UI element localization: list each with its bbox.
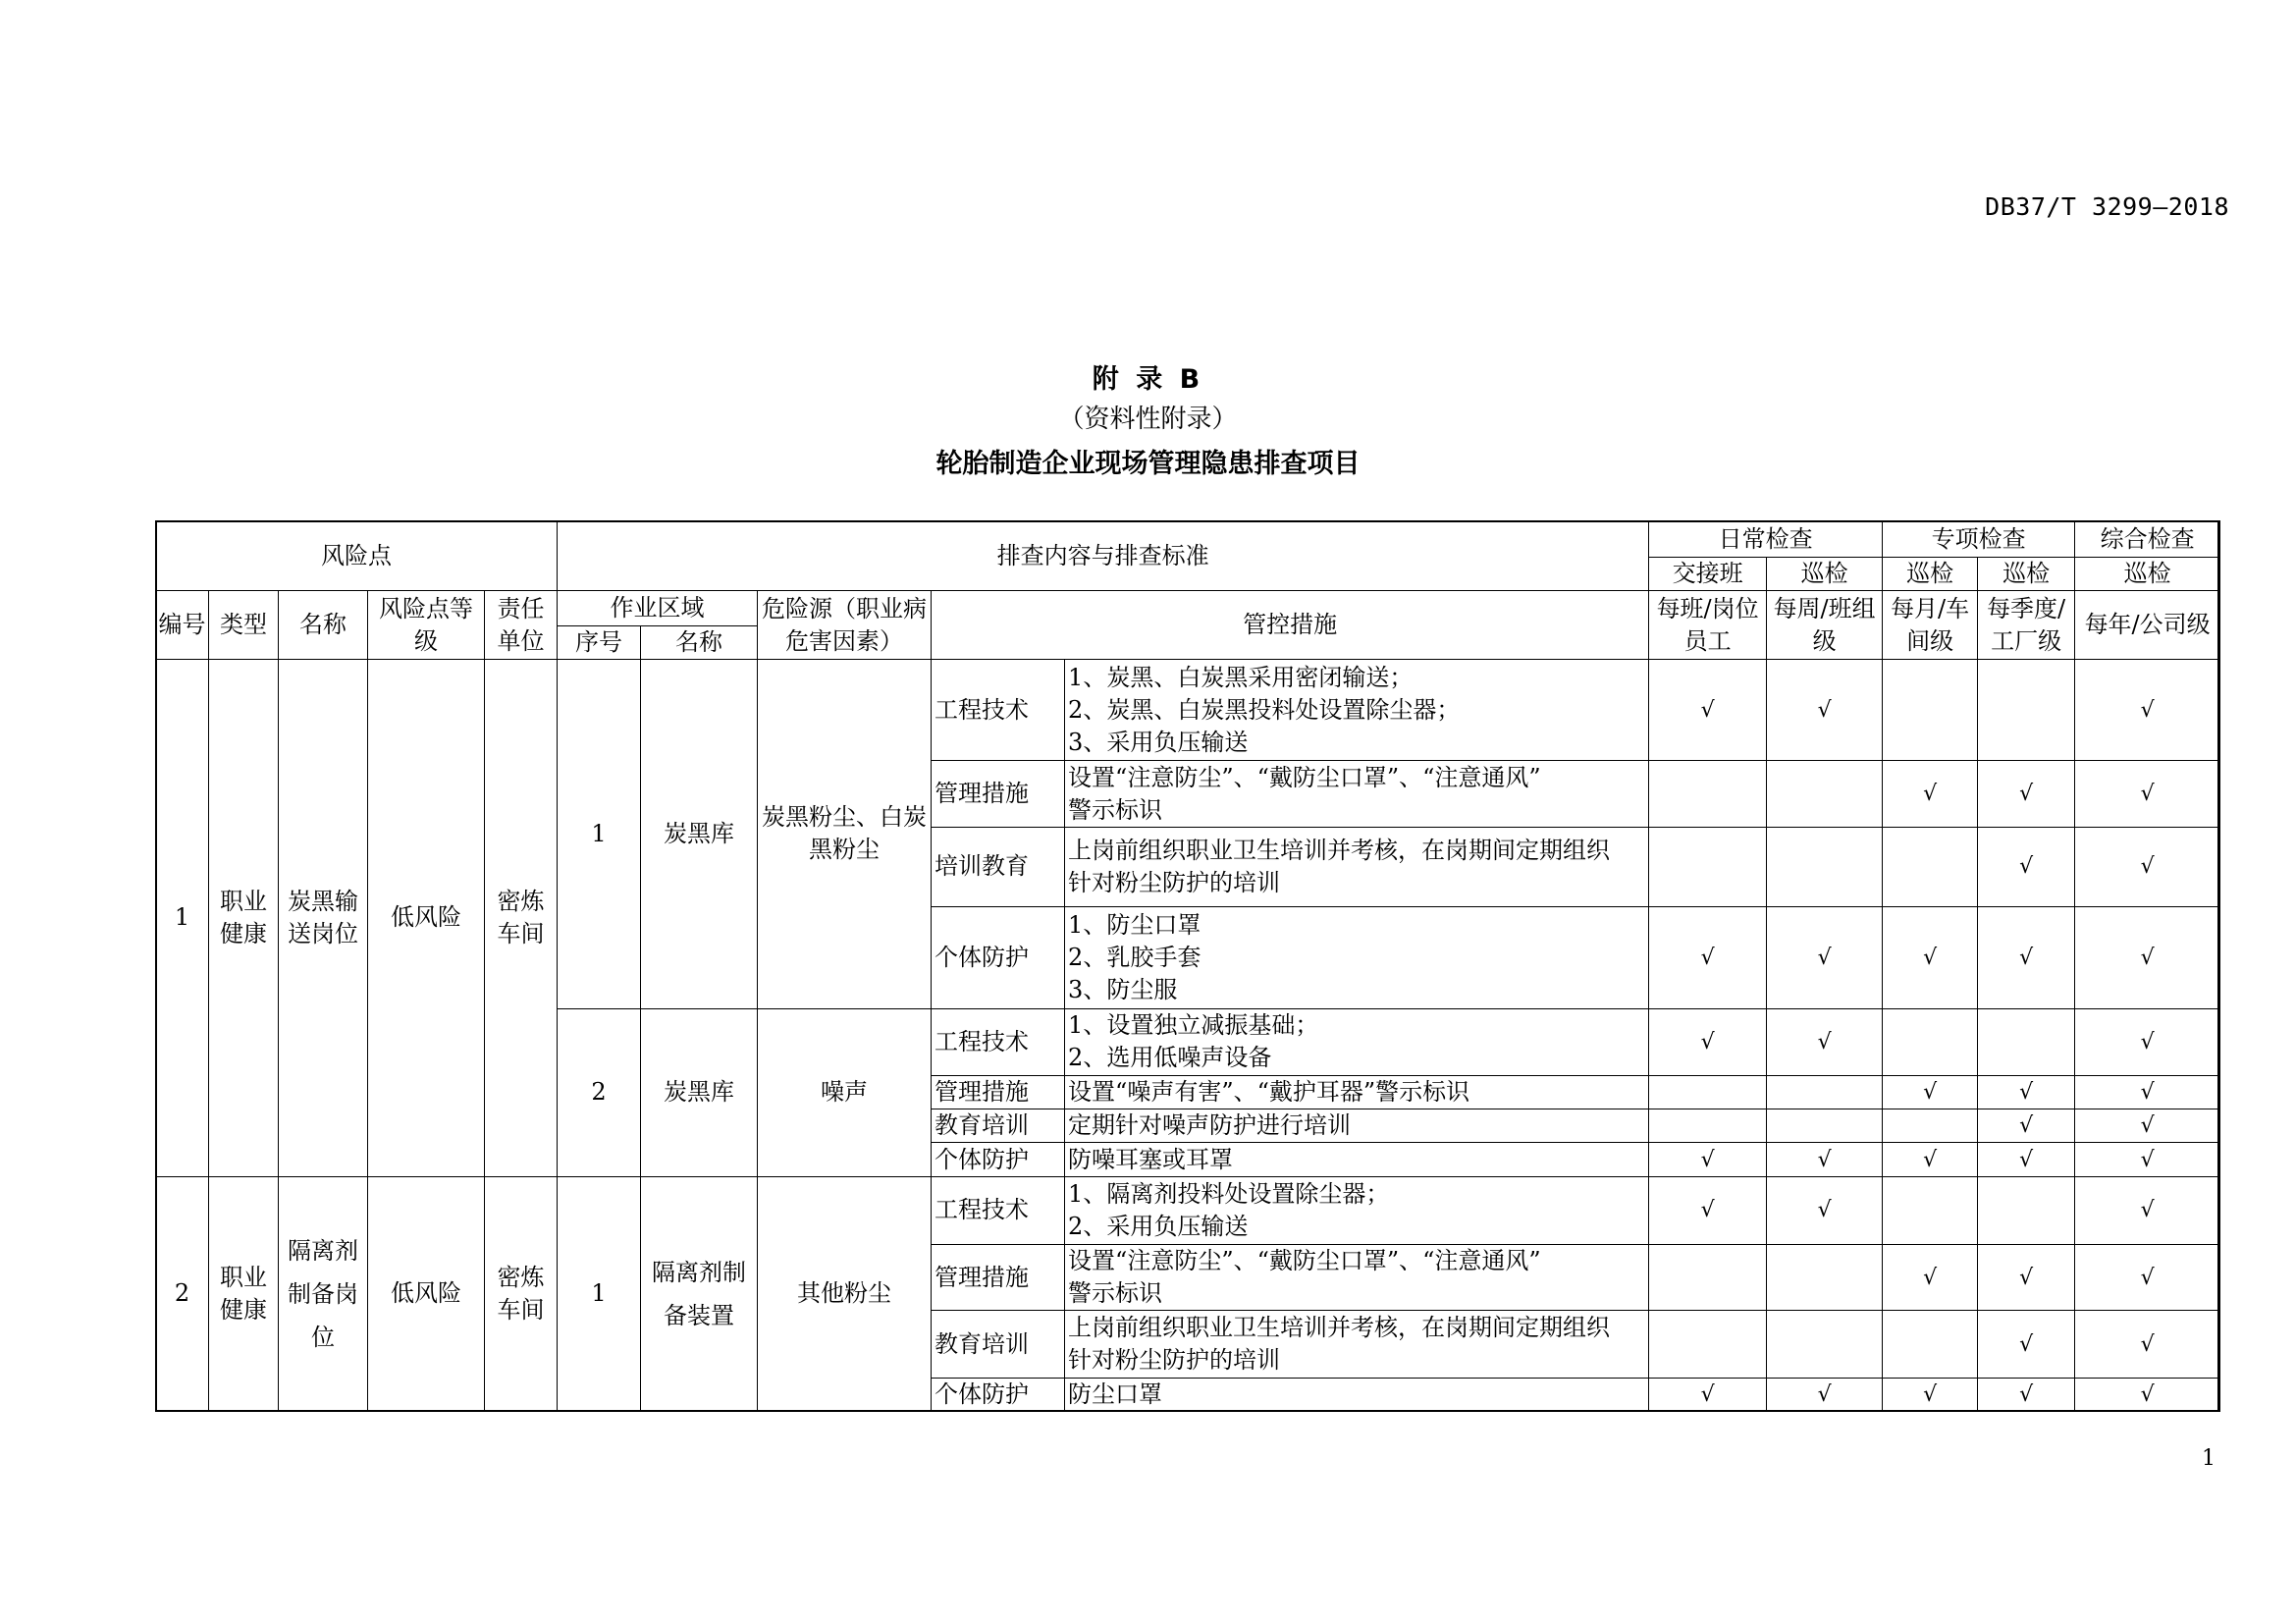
header-risk-level: 风险点等级 [368, 591, 485, 659]
check-mark: √ [1978, 1311, 2075, 1378]
row-risk-level: 低风险 [368, 659, 485, 1176]
check-mark: √ [2075, 1109, 2220, 1143]
header-patrol: 巡检 [2075, 558, 2220, 591]
row-unit: 密炼车间 [485, 1176, 558, 1411]
area-seq: 1 [558, 1176, 641, 1411]
header-area-name: 名称 [641, 625, 758, 659]
check-mark: √ [2075, 1176, 2220, 1244]
check-mark: √ [1883, 1143, 1978, 1176]
measure-category: 工程技术 [932, 659, 1065, 761]
measure-detail: 上岗前组织职业卫生培训并考核，在岗期间定期组织 针对粉尘防护的培训 [1065, 827, 1649, 906]
check-mark: √ [1649, 1176, 1767, 1244]
check-mark: √ [2075, 1311, 2220, 1378]
table-title: 轮胎制造企业现场管理隐患排查项目 [935, 449, 1361, 479]
header-daily-check: 日常检查 [1649, 521, 1883, 558]
measure-category: 管理措施 [932, 1076, 1065, 1109]
check-mark: √ [1767, 1176, 1883, 1244]
check-mark: √ [1767, 907, 1883, 1009]
check-mark: √ [2075, 1378, 2220, 1411]
check-mark: √ [2075, 1143, 2220, 1176]
row-no: 2 [156, 1176, 209, 1411]
row-risk-level: 低风险 [368, 1176, 485, 1411]
check-mark: √ [2075, 907, 2220, 1009]
measure-category: 教育培训 [932, 1109, 1065, 1143]
header-type: 类型 [209, 591, 279, 659]
measure-detail: 设置“噪声有害”、“戴护耳器”警示标识 [1065, 1076, 1649, 1109]
check-mark: √ [1649, 907, 1767, 1009]
header-seq: 序号 [558, 625, 641, 659]
measure-category: 培训教育 [932, 827, 1065, 906]
header-special-check: 专项检查 [1883, 521, 2075, 558]
measure-category: 个体防护 [932, 907, 1065, 1009]
header-no: 编号 [156, 591, 209, 659]
measure-category: 管理措施 [932, 1245, 1065, 1311]
measure-detail: 防噪耳塞或耳罩 [1065, 1143, 1649, 1176]
check-mark: √ [1649, 659, 1767, 761]
area-name: 炭黑库 [641, 1008, 758, 1176]
check-mark: √ [2075, 1008, 2220, 1075]
header-patrol: 巡检 [1978, 558, 2075, 591]
check-mark: √ [2075, 659, 2220, 761]
standard-code: DB37/T 3299—2018 [1985, 192, 2229, 221]
check-mark: √ [1883, 761, 1978, 827]
check-mark: √ [1767, 1378, 1883, 1411]
measure-category: 管理措施 [932, 761, 1065, 827]
header-comprehensive-check: 综合检查 [2075, 521, 2220, 558]
measure-detail: 1、隔离剂投料处设置除尘器； 2、采用负压输送 [1065, 1176, 1649, 1244]
appendix-title: 附 录 B [1092, 364, 1204, 395]
check-mark: √ [1649, 1008, 1767, 1075]
check-mark: √ [1978, 761, 2075, 827]
header-freq: 每季度/工厂级 [1978, 591, 2075, 659]
measure-category: 教育培训 [932, 1311, 1065, 1378]
header-freq: 每月/车间级 [1883, 591, 1978, 659]
header-hazard: 危险源（职业病危害因素） [758, 591, 932, 659]
check-mark: √ [1649, 1143, 1767, 1176]
check-mark: √ [2075, 761, 2220, 827]
measure-detail: 设置“注意防尘”、“戴防尘口罩”、“注意通风” 警示标识 [1065, 761, 1649, 827]
hazard-source: 炭黑粉尘、白炭黑粉尘 [758, 659, 932, 1008]
measure-detail: 上岗前组织职业卫生培训并考核，在岗期间定期组织 针对粉尘防护的培训 [1065, 1311, 1649, 1378]
check-mark: √ [1978, 1109, 2075, 1143]
measure-detail: 1、设置独立减振基础； 2、选用低噪声设备 [1065, 1008, 1649, 1075]
check-mark: √ [1883, 907, 1978, 1009]
row-no: 1 [156, 659, 209, 1176]
header-name: 名称 [279, 591, 368, 659]
hazard-check-table [155, 520, 2220, 1412]
measure-category: 工程技术 [932, 1176, 1065, 1244]
hazard-source: 噪声 [758, 1008, 932, 1176]
check-mark: √ [1883, 1245, 1978, 1311]
measure-category: 工程技术 [932, 1008, 1065, 1075]
area-seq: 2 [558, 1008, 641, 1176]
measure-detail: 防尘口罩 [1065, 1378, 1649, 1411]
header-freq: 每班/岗位员工 [1649, 591, 1767, 659]
measure-category: 个体防护 [932, 1378, 1065, 1411]
check-mark: √ [1978, 1245, 2075, 1311]
check-mark: √ [1978, 1076, 2075, 1109]
header-freq: 每周/班组级 [1767, 591, 1883, 659]
measure-detail: 设置“注意防尘”、“戴防尘口罩”、“注意通风” 警示标识 [1065, 1245, 1649, 1311]
header-control-measures: 管控措施 [932, 591, 1649, 659]
area-seq: 1 [558, 659, 641, 1008]
hazard-source: 其他粉尘 [758, 1176, 932, 1411]
check-mark: √ [2075, 1245, 2220, 1311]
row-unit: 密炼车间 [485, 659, 558, 1176]
header-unit: 责任单位 [485, 591, 558, 659]
check-mark: √ [1767, 659, 1883, 761]
check-mark: √ [2075, 1076, 2220, 1109]
measure-detail: 1、炭黑、白炭黑采用密闭输送； 2、炭黑、白炭黑投料处设置除尘器； 3、采用负压输送 [1065, 659, 1649, 761]
check-mark: √ [2075, 827, 2220, 906]
header-patrol: 巡检 [1883, 558, 1978, 591]
measure-detail: 定期针对噪声防护进行培训 [1065, 1109, 1649, 1143]
row-name: 隔离剂制备岗位 [279, 1176, 368, 1411]
header-handover: 交接班 [1649, 558, 1767, 591]
area-name: 炭黑库 [641, 659, 758, 1008]
header-patrol: 巡检 [1767, 558, 1883, 591]
measure-category: 个体防护 [932, 1143, 1065, 1176]
measure-detail: 1、防尘口罩 2、乳胶手套 3、防尘服 [1065, 907, 1649, 1009]
appendix-kind: （资料性附录） [1058, 405, 1238, 434]
check-mark: √ [1767, 1008, 1883, 1075]
check-mark: √ [1978, 1378, 2075, 1411]
header-freq: 每年/公司级 [2075, 591, 2220, 659]
row-type: 职业健康 [209, 659, 279, 1176]
check-mark: √ [1978, 1143, 2075, 1176]
row-type: 职业健康 [209, 1176, 279, 1411]
check-mark: √ [1883, 1076, 1978, 1109]
check-mark: √ [1978, 907, 2075, 1009]
page-number: 1 [2202, 1446, 2216, 1471]
area-name: 隔离剂制备装置 [641, 1176, 758, 1411]
header-work-area: 作业区域 [558, 591, 758, 625]
header-check-content: 排查内容与排查标准 [558, 521, 1649, 591]
header-risk-point: 风险点 [156, 521, 558, 591]
check-mark: √ [1883, 1378, 1978, 1411]
check-mark: √ [1649, 1378, 1767, 1411]
check-mark: √ [1767, 1143, 1883, 1176]
row-name: 炭黑输送岗位 [279, 659, 368, 1176]
check-mark: √ [1978, 827, 2075, 906]
